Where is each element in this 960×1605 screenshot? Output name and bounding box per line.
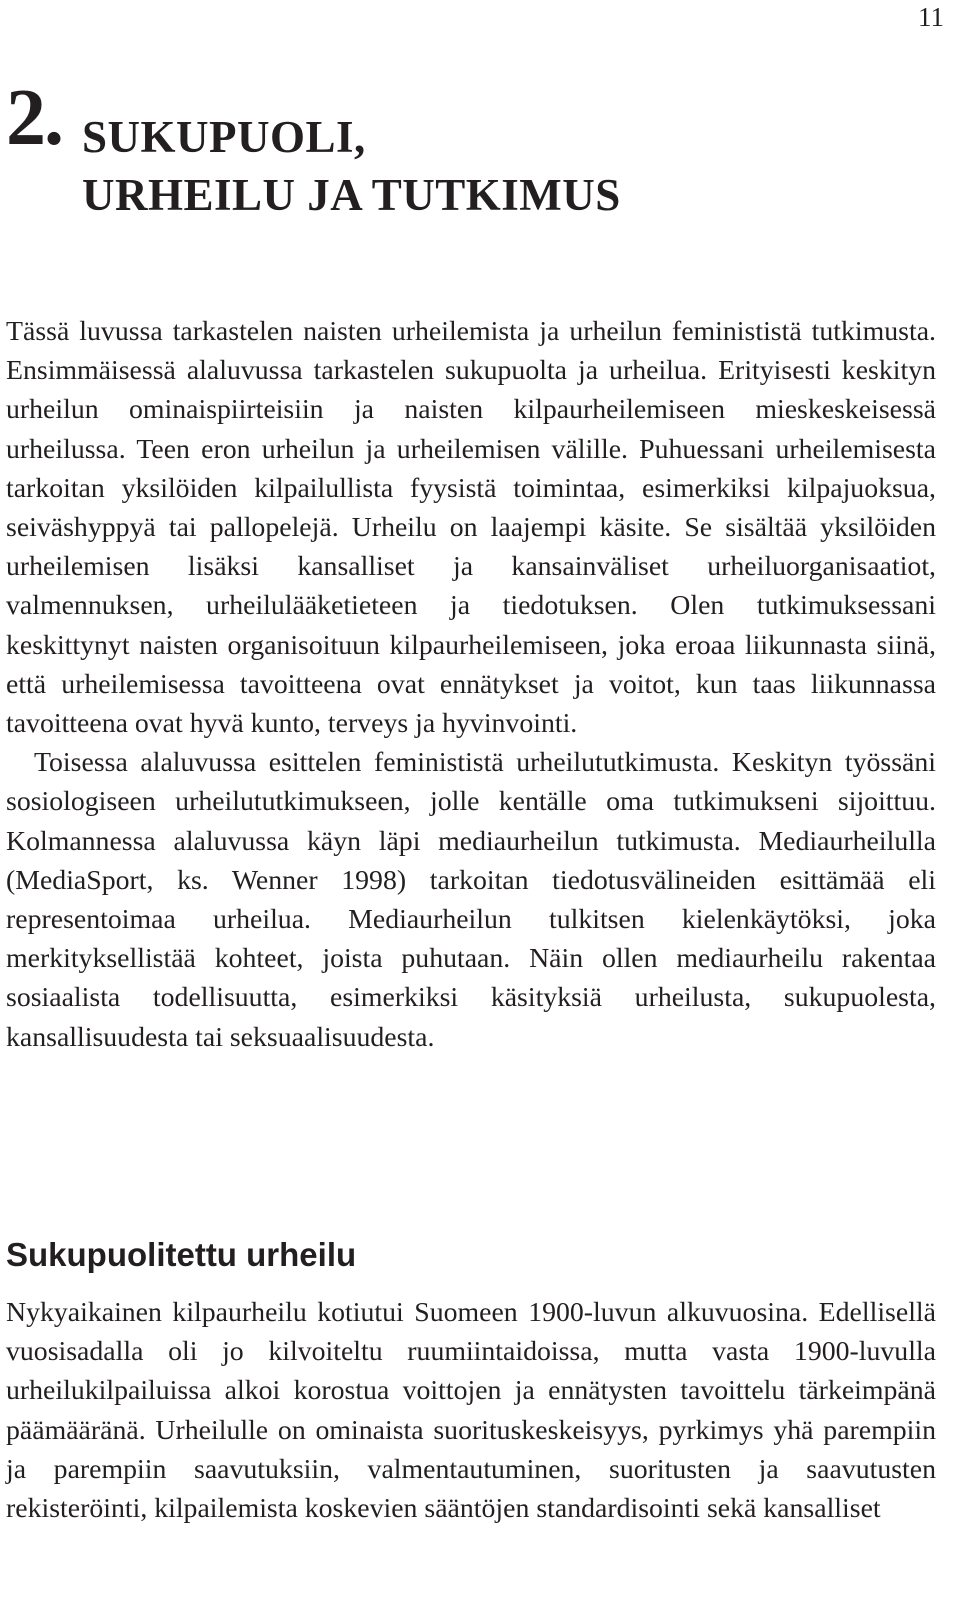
- intro-paragraph-1: Tässä luvussa tarkastelen naisten urheilemista ja urheilun feminististä tutkimusta. Ensimmäisessä alaluvussa tarkastelen sukupuolta ja urheilua. Erityisesti keskityn urheilun ominaispiirteisiin ja naisten kilpaurheilemiseen mieskeskeisessä urheilussa. Teen eron urheilun ja urheilemisen välille. Puhuessani urheilemisesta tarkoitan yksilöiden kilpailullista fyysistä toimintaa, esimerkiksi kilpajuoksua, seiväshyppyä tai pallopelejä. Urheilu on laajempi käsite. Se sisältää yksilöiden urheilemisen lisäksi kansalliset ja kansainväliset urheiluorganisaatiot, valmennuksen, urheilulääketieteen ja tiedotuksen. Olen tutkimuksessani keskittynyt naisten organisoituun kilpaurheilemiseen, joka eroaa liikunnasta siinä, että urheilemisessa tavoitteena ovat ennätykset ja voitot, kun taas liikunnassa tavoitteena ovat hyvä kunto, terveys ja hyvinvointi.: [6, 316, 936, 740]
- chapter-title-line-2: URHEILU JA TUTKIMUS: [82, 170, 621, 220]
- page-number: 11: [918, 2, 944, 32]
- chapter-number: 2.: [6, 74, 62, 162]
- section-paragraph-1: Nykyaikainen kilpaurheilu kotiutui Suomeen 1900-luvun alkuvuosina. Edellisellä vuosisadalla oli jo kilvoiteltu ruumiintaidoissa, mutta vasta 1900-luvulla urheilukilpailuissa alkoi korostua voittojen ja ennätysten tavoittelu tärkeimpänä päämääränä. Urheilulle on ominaista suorituskeskeisyys, pyrkimys yhä parempiin ja parempiin saavutuksiin, valmentautuminen, suoritusten ja saavutusten rekisteröinti, kilpailemista koskevien sääntöjen standardisointi sekä kansalliset: [6, 1297, 936, 1525]
- section-heading: Sukupuolitettu urheilu: [6, 1236, 357, 1273]
- intro-paragraph-2: Toisessa alaluvussa esittelen feminististä urheilututkimusta. Keskityn työssäni sosiologiseen urheilututkimukseen, jolle kentälle oma tutkimukseni sijoittuu. Kolmannessa alaluvussa käyn läpi mediaurheilun tutkimusta. Mediaurheilulla (MediaSport, ks. Wenner 1998) tarkoitan tiedotusvälineiden esittämää eli representoimaa urheilua. Mediaurheilun tulkitsen kielenkäytöksi, joka merkityksellistää kohteet, joista puhutaan. Näin ollen mediaurheilu rakentaa sosiaalista todellisuutta, esimerkiksi käsityksiä urheilusta, sukupuolesta, kansallisuudesta tai seksuaalisuudesta.: [6, 747, 936, 1053]
- intro-text: [6, 312, 936, 1057]
- chapter-title-line-1: SUKUPUOLI,: [82, 112, 366, 162]
- section-text: [6, 1293, 936, 1528]
- chapter-heading: [6, 74, 621, 224]
- chapter-title: [82, 108, 621, 224]
